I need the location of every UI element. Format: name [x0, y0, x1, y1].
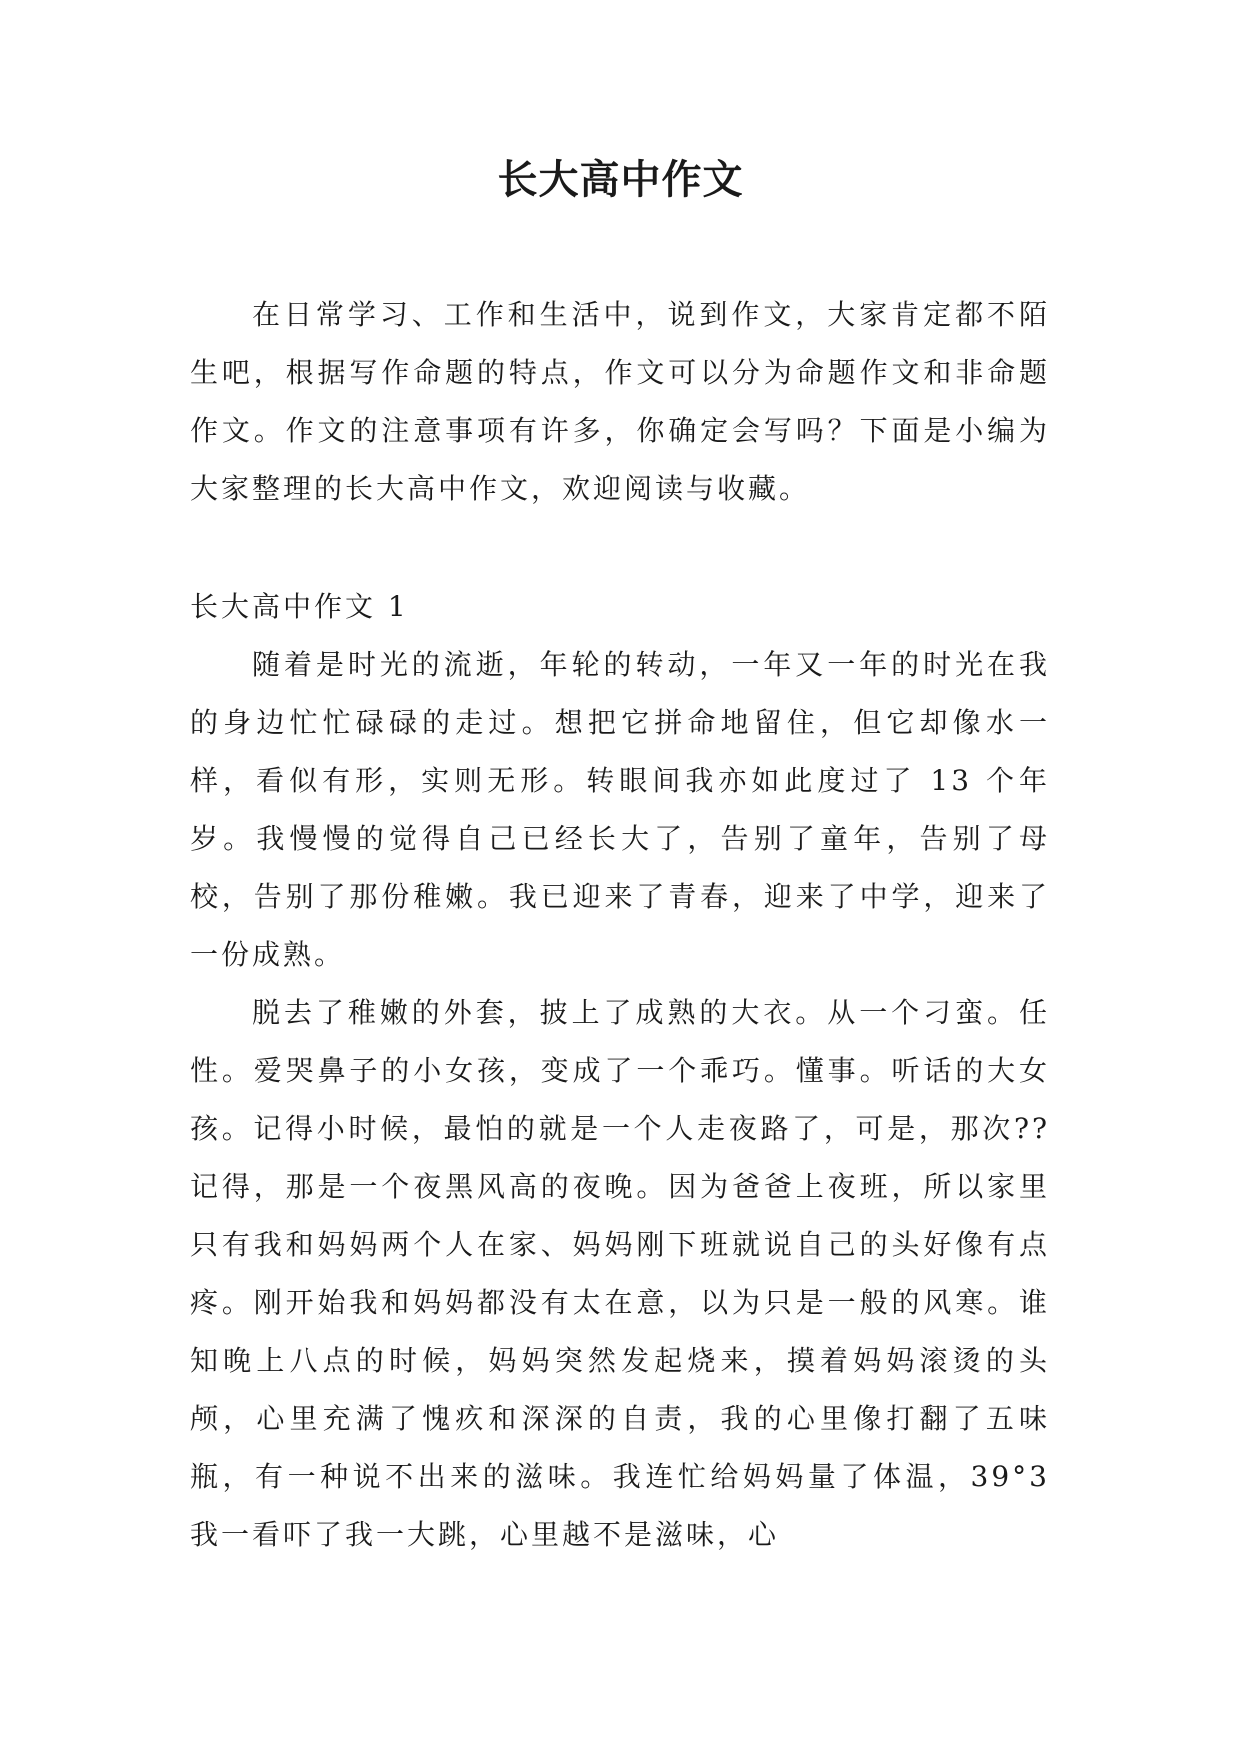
essay-paragraph-2: 脱去了稚嫩的外套，披上了成熟的大衣。从一个刁蛮。任性。爱哭鼻子的小女孩，变成了一个乖巧。懂事。听话的大女孩。记得小时候，最怕的就是一个人走夜路了，可是，那次??记得，那是一个夜黑风高的夜晚。因为爸爸上夜班，所以家里只有我和妈妈两个人在家、妈妈刚下班就说自己的头好像有点疼。刚开始我和妈妈都没有太在意，以为只是一般的风寒。谁知晚上八点的时候，妈妈突然发起烧来，摸着妈妈滚烫的头颅，心里充满了愧疚和深深的自责，我的心里像打翻了五味瓶，有一种说不出来的滋味。我连忙给妈妈量了体温，39°3 我一看吓了我一大跳，心里越不是滋味，心: [190, 996, 1050, 1551]
essay-paragraph-1: 随着是时光的流逝，年轮的转动，一年又一年的时光在我的身边忙忙碌碌的走过。想把它拼命地留住，但它却像水一样，看似有形，实则无形。转眼间我亦如此度过了 13 个年岁。我慢慢的觉得自己已经长大了，告别了童年，告别了母校，告别了那份稚嫩。我已迎来了青春，迎来了中学，迎来了一份成熟。: [190, 648, 1050, 971]
document-title: 长大高中作文: [497, 157, 744, 203]
intro-section: [190, 286, 1050, 518]
intro-paragraph: 在日常学习、工作和生活中，说到作文，大家肯定都不陌生吧，根据写作命题的特点，作文可以分为命题作文和非命题作文。作文的注意事项有许多，你确定会写吗？下面是小编为大家整理的长大高中作文，欢迎阅读与收藏。: [190, 298, 1050, 505]
essay-heading: 长大高中作文 1: [190, 590, 409, 623]
essay-section: [190, 578, 1050, 1564]
